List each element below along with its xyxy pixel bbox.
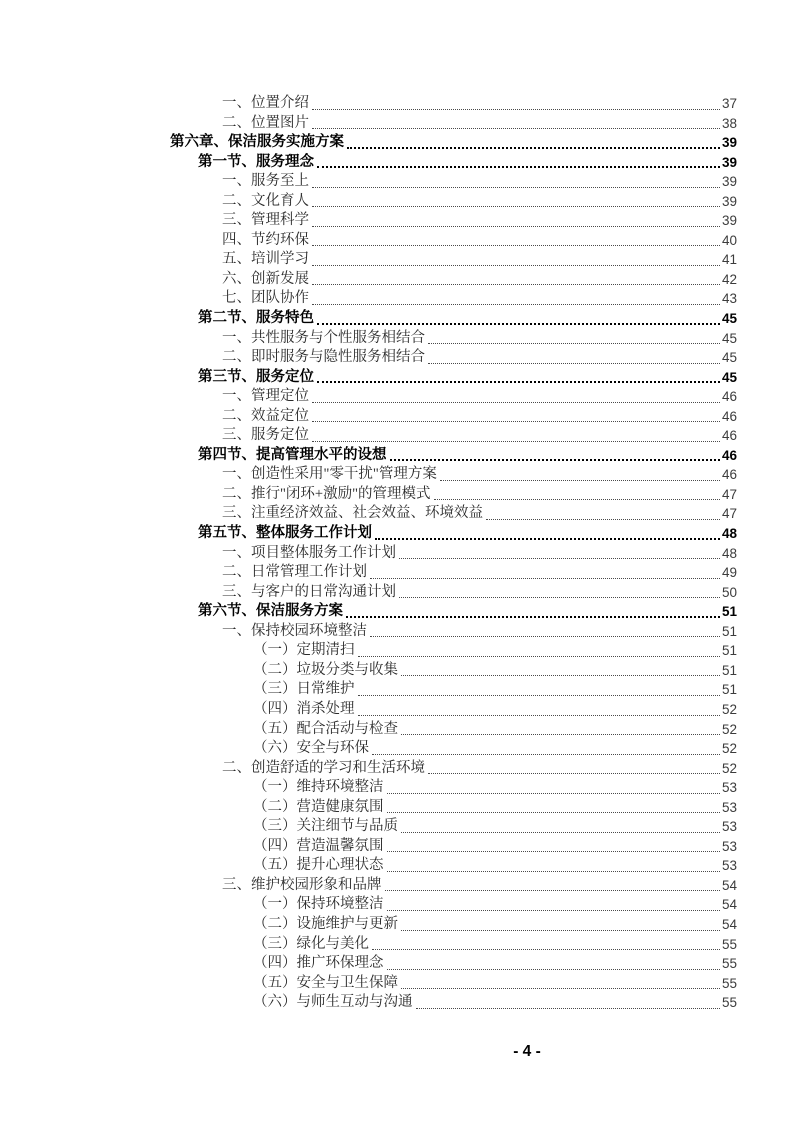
toc-entry[interactable]	[0, 94, 737, 114]
toc-entry-page-number: 52	[721, 760, 737, 776]
dot-leader	[312, 265, 720, 266]
toc-entry-label: 七、团队协作	[222, 290, 309, 307]
dot-leader	[390, 459, 720, 461]
toc-entry-page-number: 55	[721, 956, 737, 972]
toc-entry[interactable]	[0, 876, 737, 896]
toc-entry-page-number: 54	[721, 877, 737, 893]
dot-leader	[428, 343, 720, 344]
toc-entry-label: 二、日常管理工作计划	[222, 564, 367, 581]
toc-entry[interactable]	[0, 192, 737, 212]
toc-entry-label: 一、位置介绍	[222, 95, 309, 111]
toc-entry[interactable]	[0, 680, 737, 700]
dot-leader	[416, 1008, 720, 1009]
dot-leader	[312, 284, 720, 285]
toc-entry-page-number: 51	[721, 623, 737, 639]
toc-entry-page-number: 55	[721, 995, 737, 1011]
dot-leader	[312, 109, 720, 110]
toc-entry[interactable]	[0, 935, 737, 955]
toc-entry-label: 一、项目整体服务工作计划	[222, 544, 396, 561]
dot-leader	[440, 480, 720, 481]
toc-entry-page-number: 39	[721, 135, 737, 151]
toc-entry-page-number: 53	[721, 780, 737, 796]
toc-entry[interactable]	[0, 465, 737, 485]
toc-entry[interactable]	[0, 407, 737, 427]
toc-entry-label: （二）设施维护与更新	[253, 915, 398, 932]
toc-entry-page-number: 46	[721, 408, 737, 424]
dot-leader	[401, 832, 720, 833]
toc-entry-label: （一）定期清扫	[253, 642, 355, 659]
toc-entry-label: 三、维护校园形象和品牌	[222, 876, 382, 893]
toc-entry-label: （五）安全与卫生保障	[253, 974, 398, 991]
toc-entry-page-number: 45	[721, 350, 737, 366]
toc-entry-label: （六）安全与环保	[253, 740, 369, 757]
dot-leader	[428, 363, 720, 364]
toc-entry[interactable]	[0, 974, 737, 994]
toc-entry[interactable]	[0, 250, 737, 270]
toc-entry-page-number: 45	[721, 369, 737, 385]
toc-entry-label: （四）营造温馨氛围	[253, 837, 384, 854]
dot-leader	[434, 499, 720, 500]
toc-entry[interactable]	[0, 309, 737, 329]
toc-entry-page-number: 51	[721, 662, 737, 678]
toc-entry[interactable]	[0, 759, 737, 779]
dot-leader	[385, 890, 720, 891]
dot-leader	[312, 128, 720, 129]
toc-entry-label: 一、管理定位	[222, 388, 309, 405]
toc-entry-page-number: 47	[721, 486, 737, 502]
toc-entry[interactable]	[0, 329, 737, 349]
toc-entry-label: 四、节约环保	[222, 231, 309, 248]
dot-leader	[317, 323, 720, 325]
toc-entry[interactable]	[0, 504, 737, 524]
toc-entry-label: （二）垃圾分类与收集	[253, 661, 398, 678]
toc-entry-label: 第三节、服务定位	[198, 368, 314, 385]
toc-entry-page-number: 54	[721, 897, 737, 913]
toc-entry-page-number: 50	[721, 584, 737, 600]
toc-entry-label: （三）绿化与美化	[253, 935, 369, 952]
dot-leader	[370, 636, 720, 637]
toc-entry-page-number: 39	[721, 193, 737, 209]
toc-entry[interactable]	[0, 661, 737, 681]
dot-leader	[372, 754, 720, 755]
toc-entry-page-number: 54	[721, 916, 737, 932]
toc-entry-page-number: 39	[721, 213, 737, 229]
toc-entry-page-number: 46	[721, 389, 737, 405]
toc-entry-label: （四）消杀处理	[253, 700, 355, 717]
dot-leader	[358, 715, 720, 716]
toc-entry[interactable]	[0, 153, 737, 173]
toc-entry-page-number: 46	[721, 428, 737, 444]
toc-entry-label: 第四节、提高管理水平的设想	[198, 446, 387, 463]
toc-entry-label: 二、文化育人	[222, 192, 309, 209]
toc-entry-page-number: 53	[721, 799, 737, 815]
toc-entry[interactable]	[0, 583, 737, 603]
table-of-contents	[0, 94, 737, 1013]
toc-entry[interactable]	[0, 485, 737, 505]
toc-entry[interactable]	[0, 837, 737, 857]
toc-entry-page-number: 52	[721, 741, 737, 757]
toc-entry[interactable]	[0, 446, 737, 466]
toc-entry[interactable]	[0, 524, 737, 544]
dot-leader	[428, 773, 720, 774]
toc-entry[interactable]	[0, 563, 737, 583]
toc-entry-label: 第六节、保洁服务方案	[198, 603, 343, 620]
toc-entry-label: 二、推行"闭环+激励"的管理模式	[222, 485, 431, 502]
toc-entry-page-number: 52	[721, 721, 737, 737]
toc-entry-page-number: 43	[721, 291, 737, 307]
toc-entry-page-number: 55	[721, 936, 737, 952]
toc-entry-page-number: 53	[721, 838, 737, 854]
dot-leader	[387, 871, 720, 872]
dot-leader	[312, 226, 720, 227]
toc-entry[interactable]	[0, 622, 737, 642]
toc-entry-page-number: 45	[721, 330, 737, 346]
toc-entry-label: 第五节、整体服务工作计划	[198, 525, 372, 542]
dot-leader	[372, 949, 720, 950]
toc-entry-label: （三）关注细节与品质	[253, 818, 398, 835]
toc-entry[interactable]	[0, 954, 737, 974]
dot-leader	[370, 578, 720, 579]
toc-entry[interactable]	[0, 915, 737, 935]
dot-leader	[358, 656, 720, 657]
dot-leader	[312, 187, 720, 188]
toc-entry-page-number: 51	[721, 604, 737, 620]
toc-entry-page-number: 41	[721, 252, 737, 268]
toc-entry-label: 六、创新发展	[222, 270, 309, 287]
toc-entry[interactable]	[0, 426, 737, 446]
toc-entry[interactable]	[0, 544, 737, 564]
toc-entry-label: （一）保持环境整洁	[253, 896, 384, 913]
toc-entry-label: 一、服务至上	[222, 173, 309, 190]
dot-leader	[346, 616, 720, 618]
toc-entry-label: 二、创造舒适的学习和生活环境	[222, 759, 425, 776]
toc-entry[interactable]	[0, 739, 737, 759]
toc-entry[interactable]	[0, 211, 737, 231]
toc-entry[interactable]	[0, 778, 737, 798]
page-number: - 4 -	[513, 1043, 541, 1060]
toc-entry[interactable]	[0, 368, 737, 388]
toc-entry-label: （五）提升心理状态	[253, 857, 384, 874]
dot-leader	[387, 812, 720, 813]
dot-leader	[387, 793, 720, 794]
toc-entry-label: 三、服务定位	[222, 427, 309, 444]
toc-entry-page-number: 37	[721, 96, 737, 111]
toc-entry[interactable]	[0, 817, 737, 837]
toc-entry-label: （二）营造健康氛围	[253, 798, 384, 815]
toc-entry-label: （四）推广环保理念	[253, 955, 384, 972]
toc-entry-label: 二、即时服务与隐性服务相结合	[222, 349, 425, 366]
toc-entry[interactable]	[0, 231, 737, 251]
toc-entry-page-number: 40	[721, 232, 737, 248]
toc-entry-label: 第一节、服务理念	[198, 153, 314, 170]
dot-leader	[387, 851, 720, 852]
toc-entry-page-number: 46	[721, 467, 737, 483]
toc-entry-page-number: 51	[721, 682, 737, 698]
toc-entry-label: （一）维持环境整洁	[253, 779, 384, 796]
toc-entry-page-number: 46	[721, 447, 737, 463]
toc-entry-page-number: 48	[721, 545, 737, 561]
toc-entry[interactable]	[0, 641, 737, 661]
toc-entry[interactable]	[0, 856, 737, 876]
toc-entry-page-number: 51	[721, 643, 737, 659]
toc-entry-label: 三、与客户的日常沟通计划	[222, 583, 396, 600]
dot-leader	[358, 695, 720, 696]
toc-entry-page-number: 55	[721, 975, 737, 991]
dot-leader	[347, 147, 720, 149]
toc-entry[interactable]	[0, 270, 737, 290]
dot-leader	[312, 441, 720, 442]
toc-entry-label: 二、位置图片	[222, 114, 309, 131]
dot-leader	[375, 538, 720, 540]
toc-entry[interactable]	[0, 993, 737, 1013]
toc-entry-page-number: 52	[721, 701, 737, 717]
toc-entry[interactable]	[0, 895, 737, 915]
toc-entry-label: 第六章、保洁服务实施方案	[170, 134, 344, 151]
toc-entry-page-number: 53	[721, 858, 737, 874]
dot-leader	[399, 597, 720, 598]
dot-leader	[312, 421, 720, 422]
toc-entry-page-number: 53	[721, 819, 737, 835]
dot-leader	[312, 402, 720, 403]
dot-leader	[401, 734, 720, 735]
toc-entry[interactable]	[0, 133, 737, 153]
toc-entry-page-number: 49	[721, 565, 737, 581]
toc-entry-page-number: 47	[721, 506, 737, 522]
toc-entry[interactable]	[0, 172, 737, 192]
toc-entry-label: 三、管理科学	[222, 212, 309, 229]
toc-entry-label: 第二节、服务特色	[198, 310, 314, 327]
page-footer	[477, 1043, 577, 1061]
toc-entry-label: 五、培训学习	[222, 251, 309, 268]
toc-entry[interactable]	[0, 348, 737, 368]
toc-entry-page-number: 42	[721, 271, 737, 287]
toc-entry-label: 一、保持校园环境整洁	[222, 622, 367, 639]
toc-entry-label: 二、效益定位	[222, 407, 309, 424]
dot-leader	[312, 206, 720, 207]
toc-entry-label: （五）配合活动与检查	[253, 720, 398, 737]
dot-leader	[312, 304, 720, 305]
toc-entry-label: （三）日常维护	[253, 681, 355, 698]
dot-leader	[387, 910, 720, 911]
dot-leader	[312, 245, 720, 246]
toc-entry[interactable]	[0, 798, 737, 818]
toc-entry[interactable]	[0, 114, 737, 134]
toc-entry[interactable]	[0, 387, 737, 407]
toc-entry[interactable]	[0, 700, 737, 720]
toc-entry-label: 一、共性服务与个性服务相结合	[222, 329, 425, 346]
toc-entry-label: （六）与师生互动与沟通	[253, 994, 413, 1011]
toc-entry-page-number: 39	[721, 154, 737, 170]
toc-entry-label: 一、创造性采用"零干扰"管理方案	[222, 466, 437, 483]
dot-leader	[387, 969, 720, 970]
toc-entry-page-number: 45	[721, 311, 737, 327]
dot-leader	[317, 381, 720, 383]
toc-entry-label: 三、注重经济效益、社会效益、环境效益	[222, 505, 483, 522]
toc-entry-page-number: 39	[721, 174, 737, 190]
toc-entry-page-number: 38	[721, 115, 737, 131]
dot-leader	[401, 988, 720, 989]
toc-entry[interactable]	[0, 289, 737, 309]
dot-leader	[401, 675, 720, 676]
dot-leader	[401, 930, 720, 931]
dot-leader	[399, 558, 720, 559]
toc-entry-page-number: 48	[721, 526, 737, 542]
toc-entry[interactable]	[0, 720, 737, 740]
toc-entry[interactable]	[0, 602, 737, 622]
dot-leader	[317, 166, 720, 168]
dot-leader	[486, 519, 720, 520]
